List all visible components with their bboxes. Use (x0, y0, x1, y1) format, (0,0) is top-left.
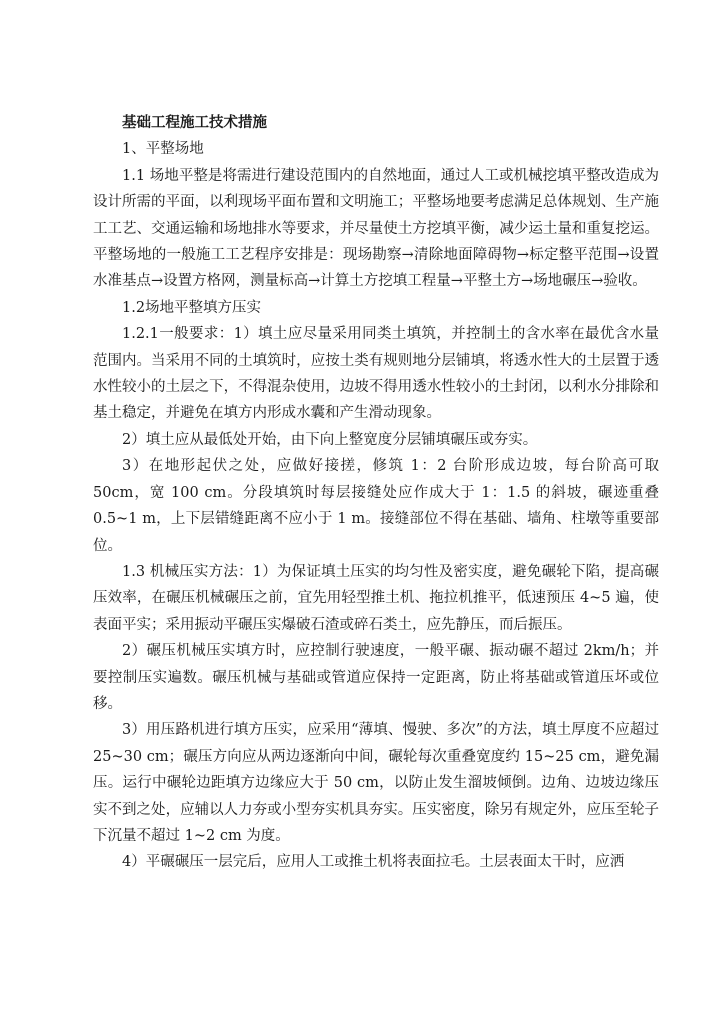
paragraph-1-2-1-item-3: 3）在地形起伏之处，应做好接搓，修筑 1：2 台阶形成边坡，每台阶高可取 50cm，宽 100 cm。分段填筑时每层接缝处应作成大于 1：1.5 的斜坡，碾迹重叠 0.5~1 m，上下层错缝距离不应小于 1 m。接缝部位不得在基础、墙角、柱墩等重要部位。 (93, 458, 659, 554)
paragraph-1-3-item-3: 3）用压路机进行填方压实，应采用“薄填、慢驶、多次”的方法，填土厚度不应超过 25~30 cm；碾压方向应从两边逐渐向中间，碾轮每次重叠宽度约 15~25 cm，避免漏压。运行中碾轮边距填方边缘应大于 50 cm，以防止发生溜坡倾倒。边角、边坡边缘压实不到之处，应辅以人力夯或小型夯实机具夯实。压实密度，除另有规定外，应压至轮子下沉量不超过 1~2 cm 为度。 (93, 722, 659, 844)
paragraph-1-3-item-4: 4）平碾碾压一层完后，应用人工或推土机将表面拉毛。土层表面太干时，应洒 (122, 854, 625, 871)
document-body (93, 110, 659, 876)
paragraph-1-2-1: 1.2.1一般要求：1）填土应尽量采用同类土填筑，并控制土的含水率在最优含水量范围内。当采用不同的土填筑时，应按土类有规则地分层铺填，将透水性大的土层置于透水性较小的土层之下，不得混杂使用，边坡不得用透水性较小的土封闭，以利水分排除和基土稳定，并避免在填方内形成水囊和产生滑动现象。 (93, 326, 659, 422)
section-heading-1: 1、平整场地 (122, 141, 204, 158)
paragraph-1-3: 1.3 机械压实方法：1）为保证填土压实的均匀性及密实度，避免碾轮下陷，提高碾压效率，在碾压机械碾压之前，宜先用轻型推土机、拖拉机推平，低速预压 4~5 遍，使表面平实；采用振动平碾压实爆破石渣或碎石类土，应先静压，而后振压。 (93, 563, 659, 633)
section-heading-1-2: 1.2场地平整填方压实 (122, 299, 262, 316)
paragraph-1-3-item-2: 2）碾压机械压实填方时，应控制行驶速度，一般平碾、振动碾不超过 2km/h；并要控制压实遍数。碾压机械与基础或管道应保持一定距离，防止将基础或管道压坏或位移。 (93, 643, 659, 712)
paragraph-1-1: 1.1 场地平整是将需进行建设范围内的自然地面，通过人工或机械挖填平整改造成为设计所需的平面，以利现场平面布置和文明施工；平整场地要考虑满足总体规划、生产施工工艺、交通运输和场地排水等要求，并尽量使土方挖填平衡，减少运土量和重复挖运。平整场地的一般施工工艺程序安排是：现场勘察→清除地面障碍物→标定整平范围→设置水准基点→设置方格网，测量标高→计算土方挖填工程量→平整土方→场地碾压→验收。 (93, 167, 659, 290)
document-title: 基础工程施工技术措施 (122, 114, 267, 131)
paragraph-1-2-1-item-2: 2）填土应从最低处开始，由下向上整宽度分层铺填碾压或夯实。 (122, 431, 538, 448)
